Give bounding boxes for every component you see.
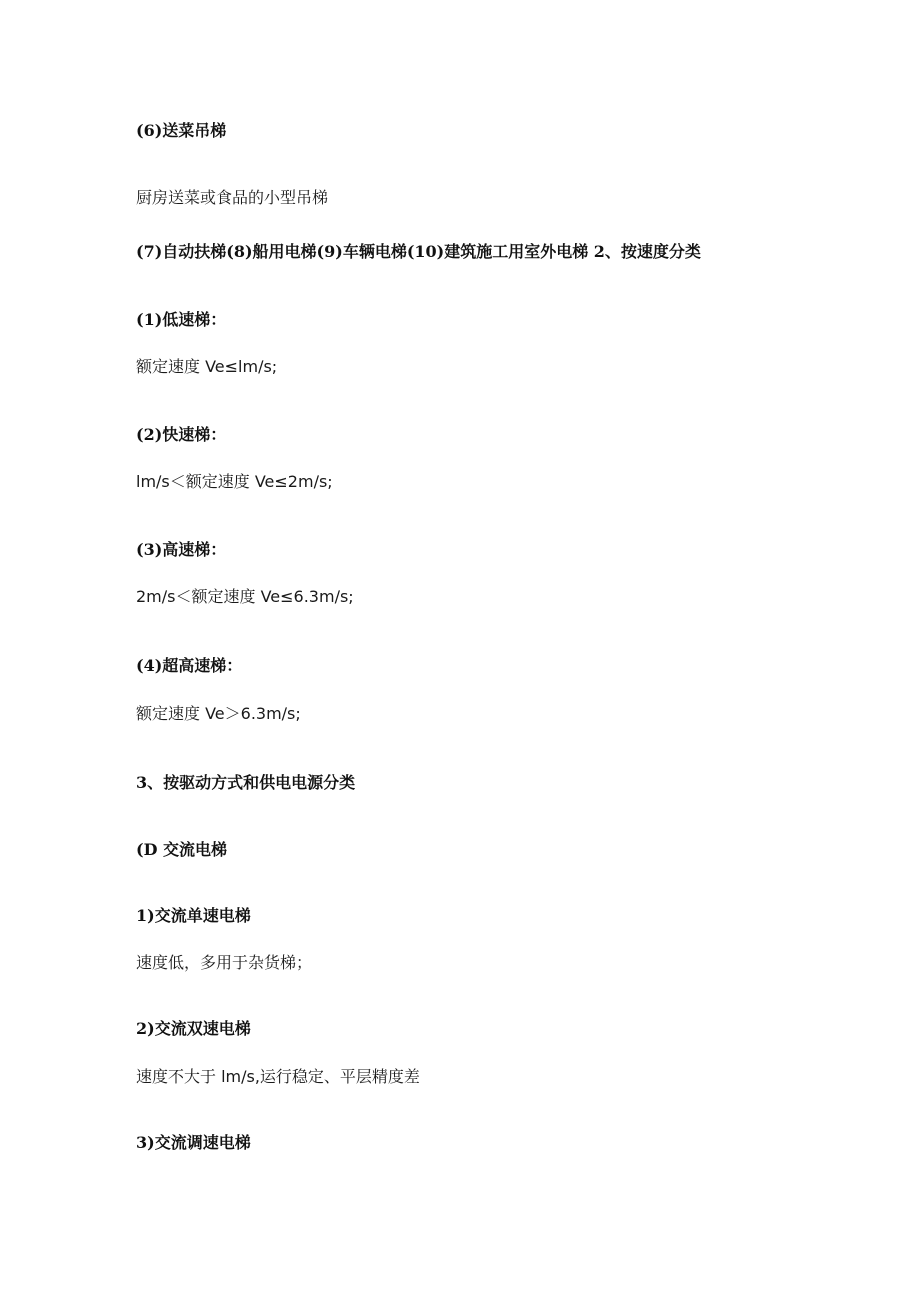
paragraph-food-lift-desc: 厨房送菜或食品的小型吊梯 (136, 188, 329, 207)
heading-fast-speed: (2)快速梯： (136, 425, 227, 444)
heading-high-speed: (3)高速梯： (136, 540, 227, 559)
paragraph-low-speed-desc: 额定速度 Ve≤lm∕s; (136, 357, 278, 376)
heading-ac-elevator: (D 交流电梯 (136, 840, 228, 859)
heading-low-speed: (1)低速梯： (136, 310, 227, 329)
paragraph-ac-dual-speed-desc: 速度不大于 lm/s,运行稳定、平层精度差 (136, 1067, 420, 1086)
heading-ac-variable-speed: 3)交流调速电梯 (136, 1133, 251, 1152)
paragraph-ac-single-speed-desc: 速度低，多用于杂货梯； (136, 953, 313, 972)
heading-drive-classification: 3、按驱动方式和供电电源分类 (136, 773, 356, 792)
heading-ac-dual-speed: 2)交流双速电梯 (136, 1019, 251, 1038)
heading-elevator-types-speed-classification: (7)自动扶梯(8)船用电梯(9)车辆电梯(10)建筑施工用室外电梯 2、按速度分类 (136, 242, 701, 261)
heading-ac-single-speed: 1)交流单速电梯 (136, 906, 251, 925)
heading-ultra-high-speed: (4)超高速梯： (136, 656, 243, 675)
paragraph-ultra-high-speed-desc: 额定速度 Ve＞6.3m∕s; (136, 704, 301, 723)
paragraph-fast-speed-desc: lm∕s＜额定速度 Ve≤2m∕s; (136, 472, 333, 491)
heading-food-lift: (6)送菜吊梯 (136, 121, 227, 140)
paragraph-high-speed-desc: 2m∕s＜额定速度 Ve≤6.3m∕s; (136, 587, 354, 606)
